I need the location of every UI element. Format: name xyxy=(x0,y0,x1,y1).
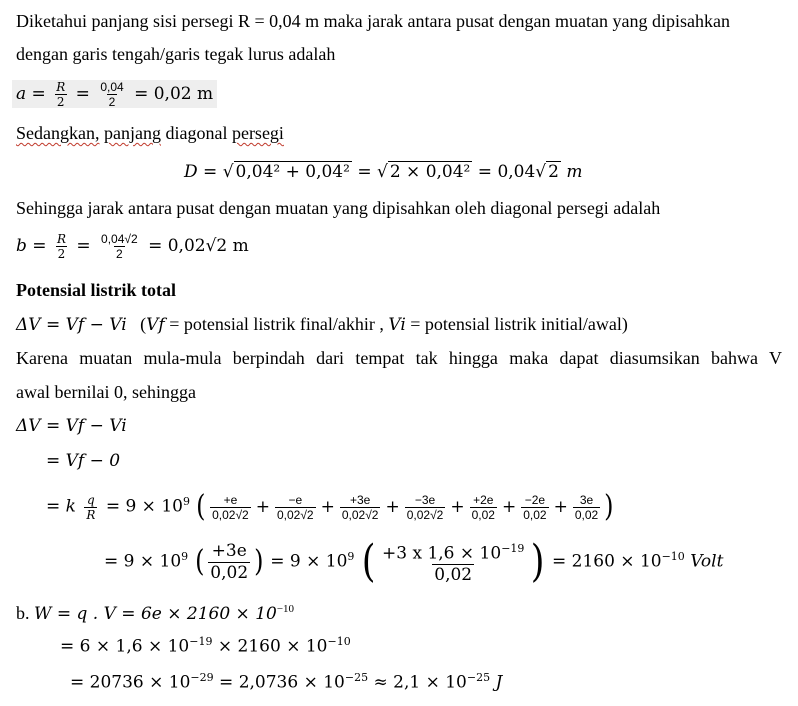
eq-b-lhs: b = xyxy=(16,236,47,256)
eq-a-fraction-2 xyxy=(98,80,125,109)
eq-w2-exp2: −10 xyxy=(327,635,351,648)
eq-dv1-paren: ( xyxy=(140,314,147,334)
eq-k-term-fraction xyxy=(340,493,381,522)
eq-k-q-over-r xyxy=(84,493,97,522)
eq-b-rhs: = 0,02√2 m xyxy=(148,236,249,256)
eq-w2-exp1: −19 xyxy=(189,635,213,648)
paragraph-initial-potential-2: awal bernilai 0, sehingga xyxy=(16,382,196,402)
eq-res-f2-num: +3 x 1,6 × 10 xyxy=(382,543,502,564)
eq-k-terms xyxy=(207,492,603,522)
eq-res-mid: = 9 × 10 xyxy=(270,551,348,572)
eq-w2-a: = 6 × 1,6 × 10 xyxy=(60,636,190,657)
eq-a-f2-den: 2 xyxy=(108,95,116,109)
eq-res-paren1-close: ) xyxy=(254,544,264,580)
eq-a-f1-num: R xyxy=(56,80,66,94)
equation-a xyxy=(12,76,217,112)
eq-d-sqrt-2: √ 2 × 0,04² xyxy=(376,162,471,182)
eq-k-term-sign: + xyxy=(501,496,517,517)
equation-d xyxy=(184,158,583,186)
eq-a-rhs: = 0,02 m xyxy=(134,84,214,104)
eq-d-eq-1: = xyxy=(357,162,372,182)
eq-k-term-sign: + xyxy=(385,496,400,517)
section-heading: Potensial listrik total xyxy=(16,280,176,300)
word-sedangkan: Sedangkan, xyxy=(16,123,100,143)
eq-res-f1-num: +3e xyxy=(211,540,247,561)
word-persegi: persegi xyxy=(231,123,284,143)
intro-line-2: dengan garis tengah/garis tegak lurus adalah xyxy=(16,44,336,64)
eq-res-f1-den: 0,02 xyxy=(210,562,249,583)
eq-d-rad-3: 2 xyxy=(548,162,559,182)
eq-w3-exp2: −25 xyxy=(344,671,369,684)
eq-k-r: R xyxy=(86,507,96,522)
eq-k-term-den: 0,02 xyxy=(574,507,599,522)
eq-res-fraction-1 xyxy=(208,541,250,584)
eq-res-paren2-close: ) xyxy=(531,536,545,588)
word-diagonal: diagonal xyxy=(165,123,228,143)
eq-k-term-fraction xyxy=(405,493,446,522)
eq-w3-c: ≈ 2,1 × 10 xyxy=(373,672,467,693)
equation-work-2 xyxy=(60,631,351,658)
eq-k-term-den: 0,02√2 xyxy=(212,507,249,522)
eq-b-f2-num: 0,04√2 xyxy=(101,232,138,246)
eq-b-f2-den: 2 xyxy=(116,247,123,261)
eq-k-term-num: −2e xyxy=(524,492,546,507)
word-panjang: panjang xyxy=(103,123,161,143)
eq-b-f1-num: R xyxy=(56,232,66,246)
eq-b-fraction-2 xyxy=(99,232,140,261)
eq-k-term-fraction xyxy=(573,493,600,522)
eq-b-fraction-1 xyxy=(55,232,68,261)
eq-w1-exp: −10 xyxy=(276,603,295,615)
equation-work-3 xyxy=(70,667,502,694)
part-b-label: b. xyxy=(16,603,30,623)
eq-w3-unit: J xyxy=(495,672,503,693)
eq-k-term-num: −3e xyxy=(414,492,436,507)
equation-k-sum xyxy=(46,482,615,527)
eq-res-unit: Volt xyxy=(690,551,724,572)
eq-res-pre: = 9 × 10 xyxy=(104,551,182,572)
eq-d-lhs: D = xyxy=(184,162,218,182)
eq-dv1-vi-desc: = potensial listrik initial/awal) xyxy=(410,314,628,334)
paragraph-diagonal-distance: Sehingga jarak antara pusat dengan muatan yang dipisahkan oleh diagonal persegi adalah xyxy=(16,198,661,218)
eq-a-mid: = xyxy=(75,84,90,104)
eq-k-term-fraction xyxy=(470,493,497,522)
equation-b xyxy=(16,228,249,264)
eq-w3-exp3: −25 xyxy=(466,671,491,684)
eq-a-fraction-1 xyxy=(54,80,67,109)
eq-k-term-sign: + xyxy=(320,496,335,517)
eq-w3-b: = 2,0736 × 10 xyxy=(219,672,345,693)
eq-dv1-vi: Vi xyxy=(388,315,406,335)
eq-d-rad-1: 0,04² + 0,04² xyxy=(235,162,350,182)
equation-work-1 xyxy=(16,598,294,625)
eq-d-rad-2: 2 × 0,04² xyxy=(389,162,471,182)
eq-res-fraction-2 xyxy=(380,538,526,587)
eq-w1-expr: W = q . V = 6e × 2160 × 10 xyxy=(34,604,277,624)
intro-line-1: Diketahui panjang sisi persegi R = 0,04 m maka jarak antara pusat dengan muatan yang dipisahkan xyxy=(16,11,730,31)
eq-k-term-sign: + xyxy=(450,496,465,517)
eq-b-mid: = xyxy=(76,236,91,256)
eq-d-rhs-value: 0,04 xyxy=(497,162,536,182)
equation-dv-definition xyxy=(16,313,628,336)
eq-w3-exp1: −29 xyxy=(190,671,214,684)
eq-w2-b: × 2160 × 10 xyxy=(217,636,328,657)
eq-dv1-vf: Vf xyxy=(146,315,165,335)
eq-res-rhs: = 2160 × 10 xyxy=(551,551,662,572)
eq-b-f1-den: 2 xyxy=(57,247,66,261)
eq-a-f2-num: 0,04 xyxy=(100,80,124,94)
eq-d-sqrt-3: √ 2 xyxy=(535,162,559,182)
diagonal-intro xyxy=(16,122,284,144)
equation-result xyxy=(104,532,723,587)
eq-k-mid: = 9 × 10 xyxy=(105,496,183,517)
eq-dv1-vf-desc: = potensial listrik final/akhir , xyxy=(169,314,384,334)
eq-k-term-den: 0,02 xyxy=(523,507,547,522)
eq-k-term-den: 0,02√2 xyxy=(341,507,379,522)
eq-res-exp2: 9 xyxy=(347,550,355,563)
eq-k-pre: = k xyxy=(46,496,76,517)
eq-res-exp1: 9 xyxy=(181,550,189,563)
eq-k-term-num: +3e xyxy=(349,492,371,507)
eq-k-term-num: −e xyxy=(288,492,303,507)
eq-k-term-den: 0,02 xyxy=(471,507,495,522)
eq-res-f2-num-exp: −19 xyxy=(501,541,525,555)
eq-dv1-expr: ΔV = Vf − Vi xyxy=(16,315,127,335)
eq-res-rhs-exp: −10 xyxy=(661,550,685,563)
equation-dv-2: ΔV = Vf − Vi xyxy=(16,416,127,436)
eq-k-term-den: 0,02√2 xyxy=(276,507,314,522)
eq-k-exp: 9 xyxy=(182,495,190,508)
eq-a-f1-den: 2 xyxy=(56,95,65,109)
eq-w3-a: = 20736 × 10 xyxy=(70,672,191,693)
equation-dv-3: = Vf − 0 xyxy=(46,451,121,471)
eq-k-q: q xyxy=(87,492,95,507)
eq-k-term-num: +e xyxy=(223,492,238,507)
eq-k-paren-open: ( xyxy=(196,489,206,525)
eq-k-term-den: 0,02√2 xyxy=(406,507,444,522)
eq-k-term-fraction xyxy=(275,493,316,522)
eq-k-term-num: +2e xyxy=(473,492,494,507)
eq-k-paren-close: ) xyxy=(604,489,614,525)
eq-a-lhs: a = xyxy=(16,84,46,104)
paragraph-initial-potential-1: Karena muatan mula-mula berpindah dari tempat tak hingga maka dapat diasumsikan bahwa V xyxy=(16,348,782,368)
eq-k-term-sign: + xyxy=(553,496,568,517)
eq-d-unit: m xyxy=(566,162,583,182)
eq-res-f2-den: 0,02 xyxy=(434,565,473,586)
eq-k-term-num: 3e xyxy=(579,492,594,507)
eq-d-eq-2: = xyxy=(477,162,493,182)
eq-k-term-sign: + xyxy=(255,496,270,517)
eq-k-term-fraction xyxy=(210,493,251,522)
eq-k-term-fraction xyxy=(521,493,548,522)
eq-d-sqrt-1: √ 0,04² + 0,04² xyxy=(222,162,350,182)
eq-res-paren1-open: ( xyxy=(194,544,205,580)
eq-res-paren2-open: ( xyxy=(361,536,376,588)
